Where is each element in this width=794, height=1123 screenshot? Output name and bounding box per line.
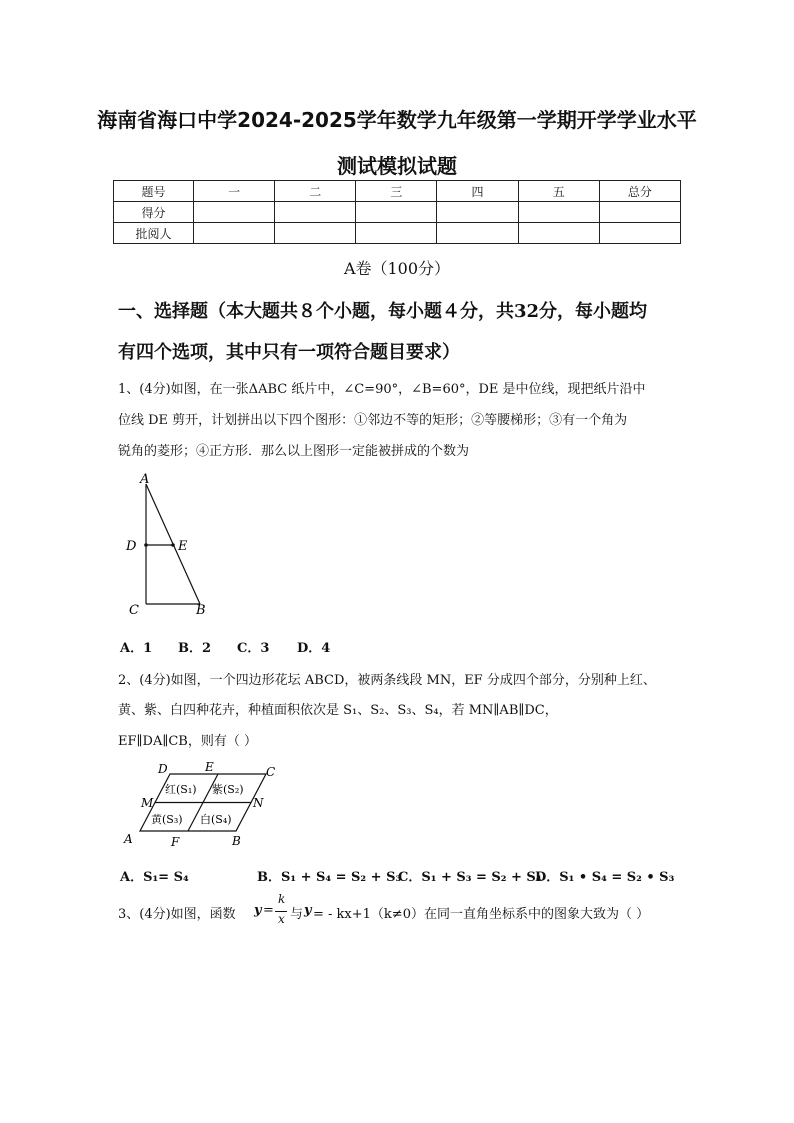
q2-option-c[interactable]: C．S₁ + S₃ = S₂ + S₄	[398, 870, 542, 885]
q2-text-line2: 黄、紫、白四种花卉，种植面积依次是 S₁、S₂、S₃、S₄，若 MN∥AB∥DC，	[118, 703, 558, 718]
q1-text-line2: 位线 DE 剪开，计划拼出以下四个图形：①邻边不等的矩形；②等腰梯形；③有一个角为	[118, 413, 628, 428]
q3-frac-num: k	[278, 892, 286, 906]
table-cell: 二	[275, 181, 356, 202]
q2-option-d[interactable]: D．S₁ • S₄ = S₂ • S₃	[535, 870, 675, 885]
q1-option-a[interactable]: A．1	[120, 641, 153, 656]
region-red-label: 红(S₁)	[165, 783, 197, 796]
q2-option-b[interactable]: B．S₁ + S₄ = S₂ + S₃	[257, 870, 402, 885]
label-C: C	[129, 603, 139, 618]
q2-option-a[interactable]: A．S₁= S₄	[120, 870, 189, 885]
label-E: E	[205, 760, 214, 774]
region-white-label: 白(S₄)	[200, 813, 232, 826]
table-cell	[437, 223, 518, 244]
label-D: D	[126, 539, 137, 554]
section1-heading-line1: 一、选择题（本大题共８个小题，每小题４分，共32分，每小题均	[118, 301, 648, 322]
table-cell	[518, 223, 599, 244]
q2-parallelogram-figure	[118, 757, 288, 849]
q1-option-c[interactable]: C．3	[237, 641, 270, 656]
table-cell: 三	[356, 181, 437, 202]
q3-eq2: = - kx+1（k≠0）在同一直角坐标系中的图象大致为（ ）	[313, 907, 650, 922]
label-A: A	[140, 472, 150, 487]
label-D: D	[158, 762, 168, 776]
label-C: C	[266, 765, 276, 779]
exam-title-line2: 测试模拟试题	[337, 154, 457, 178]
exam-title-line1: 海南省海口中学2024-2025学年数学九年级第一学期开学学业水平	[97, 108, 697, 132]
table-cell: 四	[437, 181, 518, 202]
q2-text-line1: 2、(4分)如图，一个四边形花坛 ABCD，被两条线段 MN，EF 分成四个部分，分别种上红、	[118, 673, 656, 688]
label-N: N	[253, 796, 264, 810]
region-purple-label: 紫(S₂)	[212, 783, 244, 796]
table-cell: 总分	[599, 181, 680, 202]
q2-text-line3: EF∥DA∥CB，则有（ ）	[118, 734, 257, 749]
region-yellow-label: 黄(S₃)	[151, 813, 183, 826]
table-cell: 批阅人	[114, 223, 194, 244]
label-B: B	[196, 603, 206, 618]
q3-y2: y	[304, 903, 312, 918]
section1-heading-line2: 有四个选项，其中只有一项符合题目要求）	[118, 342, 460, 363]
label-M: M	[141, 796, 154, 810]
q1-triangle-figure	[118, 468, 228, 620]
score-table-row	[114, 223, 681, 244]
q3-prefix: 3、(4分)如图，函数	[118, 907, 236, 922]
q1-text-line3: 锐角的菱形；④正方形．那么以上图形一定能被拼成的个数为	[118, 444, 470, 459]
q3-mid: 与	[290, 907, 304, 922]
label-A: A	[124, 832, 133, 846]
label-B: B	[232, 834, 241, 848]
label-F: F	[171, 835, 180, 849]
score-table-row	[114, 202, 681, 223]
q1-option-d[interactable]: D．4	[297, 641, 331, 656]
q3-y1: y	[254, 903, 262, 918]
q3-eq1: =	[263, 903, 274, 918]
table-cell	[437, 202, 518, 223]
table-cell	[275, 202, 356, 223]
table-cell: 一	[194, 181, 275, 202]
table-cell: 得分	[114, 202, 194, 223]
table-cell	[356, 223, 437, 244]
label-E: E	[178, 539, 188, 554]
table-cell	[356, 202, 437, 223]
table-cell	[194, 202, 275, 223]
score-table-header-row	[114, 181, 681, 202]
table-cell: 题号	[114, 181, 194, 202]
table-cell	[599, 223, 680, 244]
q1-option-b[interactable]: B．2	[178, 641, 212, 656]
table-cell	[518, 202, 599, 223]
table-cell	[194, 223, 275, 244]
score-table	[113, 180, 681, 244]
table-cell	[275, 223, 356, 244]
q3-frac-den: x	[278, 912, 285, 926]
q3-text	[118, 892, 688, 932]
q1-text-line1: 1、(4分)如图，在一张ΔABC 纸片中，∠C=90°，∠B=60°，DE 是中位线，现把纸片沿中	[118, 382, 646, 397]
section-a-heading: A卷（100分）	[343, 259, 451, 278]
table-cell: 五	[518, 181, 599, 202]
table-cell	[599, 202, 680, 223]
